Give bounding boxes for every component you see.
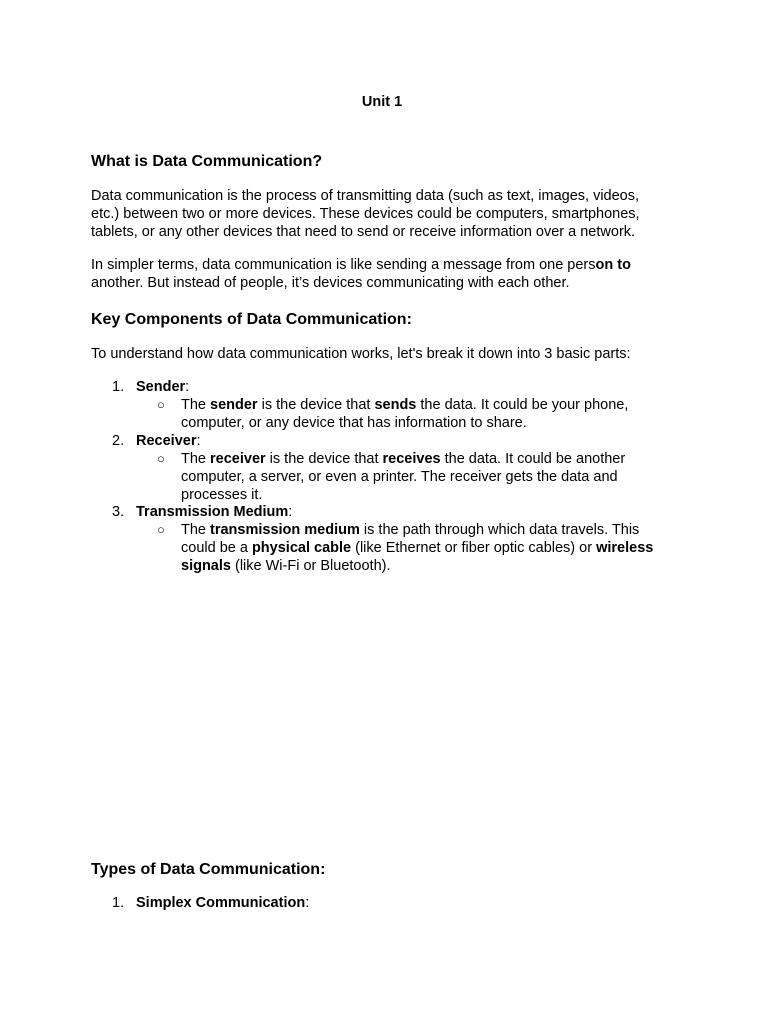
list-number: 3.: [112, 504, 125, 520]
text-run: :: [305, 895, 310, 911]
list-item-title: [136, 894, 309, 912]
paragraph-line: another. But instead of people, it’s devices communicating with each other.: [91, 275, 570, 291]
list-number: 1.: [112, 895, 125, 911]
bold-run: Transmission Medium: [136, 504, 289, 520]
description-line: [181, 539, 691, 557]
text-run: (like Ethernet or fiber optic cables) or: [351, 540, 597, 556]
text-run: (like Wi-Fi or Bluetooth).: [230, 558, 391, 574]
unit-title: Unit 1: [361, 94, 403, 110]
text-run: In simpler terms, data communication is like sending a message from one pers: [91, 257, 596, 273]
circle-bullet-icon: ○: [157, 397, 165, 412]
list-item-description: [181, 396, 691, 432]
paragraph-definition: [91, 187, 691, 241]
description-line: processes it.: [181, 487, 263, 503]
paragraph-line: Data communication is the process of transmitting data (such as text, images, videos,: [91, 188, 640, 204]
text-run: :: [196, 433, 201, 449]
list-item-title: [136, 432, 201, 450]
bold-run: transmission medium: [210, 522, 360, 538]
paragraph-simpler-terms: [91, 256, 691, 292]
bold-run: Simplex Communication: [136, 895, 306, 911]
text-run: :: [185, 379, 190, 395]
text-run: the data. It could be your phone,: [416, 397, 629, 413]
list-item-description: [181, 521, 691, 575]
bold-run: on to: [595, 257, 631, 273]
bold-run: receiver: [210, 451, 266, 467]
bold-run: Receiver: [136, 433, 197, 449]
text-run: is the device that: [257, 397, 375, 413]
text-run: The: [181, 397, 211, 413]
paragraph-intro: [91, 345, 691, 363]
bold-run: receives: [382, 451, 441, 467]
list-item-description: [181, 450, 691, 504]
heading-types-of-data-communication: Types of Data Communication:: [91, 861, 326, 878]
description-line: [181, 521, 691, 539]
text-run: The: [181, 522, 211, 538]
text-run: could be a: [181, 540, 252, 556]
description-line: computer, a server, or even a printer. The receiver gets the data and: [181, 469, 618, 485]
heading-key-components: Key Components of Data Communication:: [91, 311, 412, 328]
bold-run: sends: [374, 397, 417, 413]
text-run: is the path through which data travels. This: [359, 522, 640, 538]
bold-run: physical cable: [251, 540, 352, 556]
bold-run: wireless: [596, 540, 654, 556]
bold-run: sender: [210, 397, 258, 413]
paragraph-line: tablets, or any other devices that need to send or receive information over a network.: [91, 224, 636, 240]
list-item-title: [136, 378, 189, 396]
description-line: [181, 450, 691, 468]
description-line: computer, or any device that has information to share.: [181, 415, 527, 431]
bold-run: Sender: [136, 379, 186, 395]
text-run: :: [288, 504, 293, 520]
bold-run: signals: [181, 558, 231, 574]
list-number: 2.: [112, 433, 125, 449]
paragraph-line: [91, 256, 691, 274]
circle-bullet-icon: ○: [157, 451, 165, 466]
text-run: is the device that: [265, 451, 383, 467]
list-number: 1.: [112, 379, 125, 395]
description-line: [181, 557, 691, 575]
heading-what-is-data-communication: What is Data Communication?: [91, 153, 323, 170]
paragraph-line: To understand how data communication works, let's break it down into 3 basic parts:: [91, 346, 631, 362]
description-line: [181, 396, 691, 414]
text-run: the data. It could be another: [440, 451, 626, 467]
text-run: The: [181, 451, 211, 467]
circle-bullet-icon: ○: [157, 522, 165, 537]
list-item-title: [136, 503, 292, 521]
paragraph-line: etc.) between two or more devices. These devices could be computers, smartphones,: [91, 206, 640, 222]
